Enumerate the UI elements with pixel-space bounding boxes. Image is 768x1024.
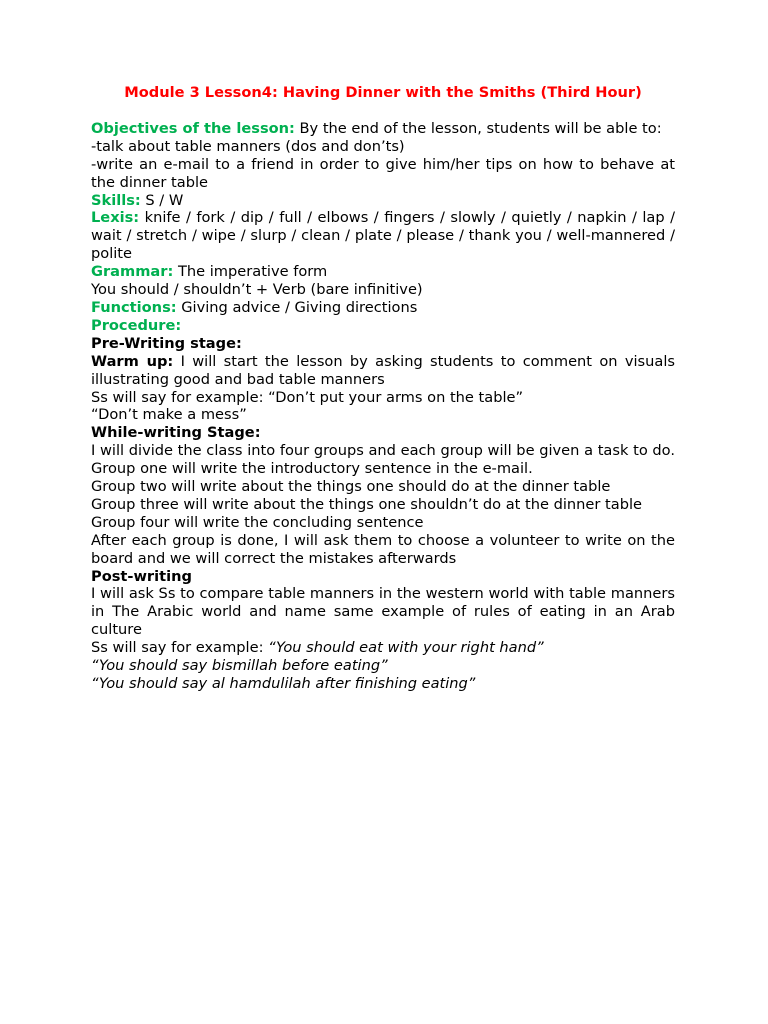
lexis-paragraph [91,209,675,263]
functions-label: Functions: [91,298,177,316]
objectives-text: By the end of the lesson, students will be able to: [294,119,662,137]
objective-item-1: -talk about table manners (dos and don’ts) [91,137,405,155]
objective-item-2: -write an e-mail to a friend in order to give him/her tips on how to behave at the dinner table [91,155,675,191]
grammar-line [91,263,675,281]
skills-label: Skills: [91,191,141,209]
skills-text: S / W [140,191,184,209]
post-writing-text: I will ask Ss to compare table manners in the western world with table manners in The Arabic world and name same example of rules of eating in an Arab culture [91,585,675,639]
warmup-label: Warm up: [91,352,174,370]
grammar-text: The imperative form [173,263,328,281]
procedure-line [91,317,675,335]
while-writing-line-1: I will divide the class into four groups and each group will be given a task to do. Group one will write the introductory sentence in the e-mail. [91,442,675,478]
while-writing-heading: While-writing Stage: [91,424,261,442]
post-writing-heading: Post-writing [91,567,192,585]
grammar-rule: You should / shouldn’t + Verb (bare infinitive) [91,281,423,299]
functions-line [91,299,675,317]
pre-writing-example-2: “Don’t make a mess” [91,406,247,424]
functions-text: Giving advice / Giving directions [176,298,418,316]
post-writing-example-2: “You should say bismillah before eating” [91,657,388,675]
lexis-text: knife / fork / dip / full / elbows / fingers / slowly / quietly / napkin / lap / wait / stretch / wipe / slurp / clean / plate / please / thank you / well-mannered / polite [91,209,675,263]
while-writing-line-3: Group three will write about the things one shouldn’t do at the dinner table [91,495,643,513]
while-writing-line-4: Group four will write the concluding sentence [91,513,424,531]
post-writing-example-3: “You should say al hamdulilah after finishing eating” [91,675,476,692]
page-title: Module 3 Lesson4: Having Dinner with the Smiths (Third Hour) [124,84,642,101]
objectives-label: Objectives of the lesson: [91,119,295,137]
warmup-paragraph [91,353,675,389]
pre-writing-heading: Pre-Writing stage: [91,334,242,352]
grammar-label: Grammar: [91,263,174,281]
post-writing-example-lead: Ss will say for example: [91,639,269,657]
post-writing-example-1: “You should eat with your right hand” [268,639,544,657]
while-writing-line-2: Group two will write about the things one should do at the dinner table [91,478,611,496]
objectives-paragraph [91,120,675,138]
pre-writing-example-1: Ss will say for example: “Don’t put your arms on the table” [91,388,524,406]
post-writing-example-line [91,639,675,657]
document-page [91,84,675,693]
procedure-label: Procedure: [91,316,182,334]
skills-line [91,192,675,210]
warmup-text: I will start the lesson by asking students to comment on visuals illustrating good and bad table manners [91,352,675,388]
lexis-label: Lexis: [91,209,140,227]
while-writing-line-5: After each group is done, I will ask them to choose a volunteer to write on the board and we will correct the mistakes afterwards [91,531,675,567]
